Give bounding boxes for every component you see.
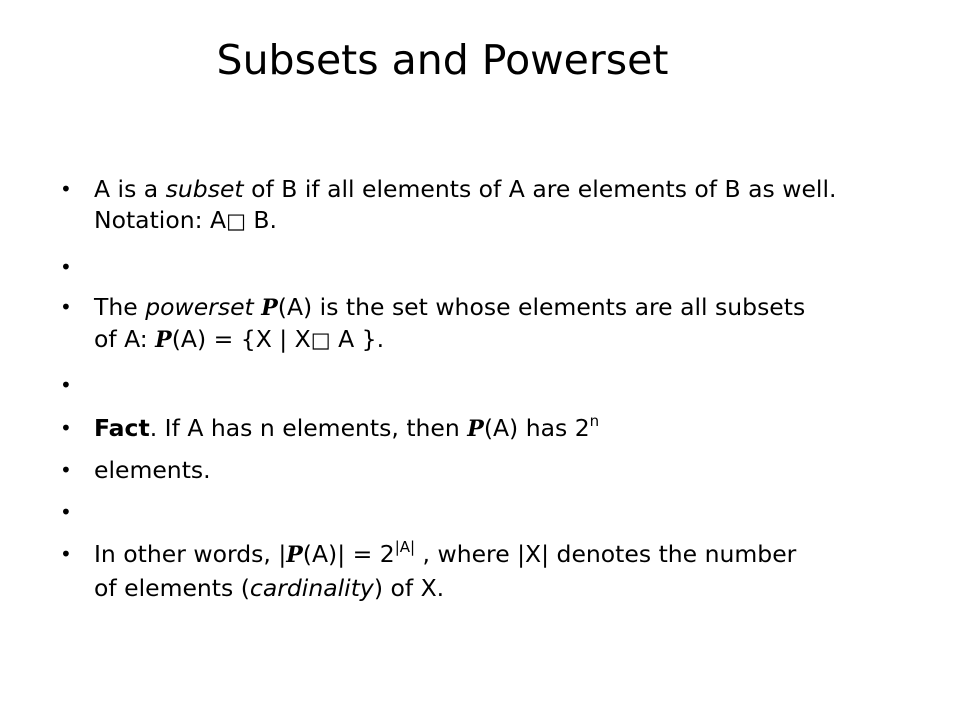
emphasis-subset: subset bbox=[165, 175, 244, 203]
slide-title: Subsets and Powerset bbox=[216, 36, 669, 84]
bullet-dot: • bbox=[60, 500, 72, 524]
bullet-dot: • bbox=[60, 255, 72, 279]
bullet-text bbox=[94, 539, 914, 604]
subset-symbol-icon: □ bbox=[310, 328, 331, 352]
bullet-dot: • bbox=[60, 373, 72, 397]
emphasis-powerset: powerset bbox=[145, 293, 254, 321]
bullet-text bbox=[94, 455, 914, 486]
text-run: The bbox=[94, 293, 146, 321]
text-run: (A) has 2 bbox=[483, 414, 590, 442]
text-run: (A) is the set whose elements are all subsets bbox=[277, 293, 806, 321]
bullet-text bbox=[94, 174, 914, 237]
powerset-symbol: P bbox=[286, 542, 303, 568]
exponent: n bbox=[589, 412, 600, 430]
text-run: , where |X| denotes the number bbox=[415, 540, 797, 568]
text-run: (A)| = 2 bbox=[302, 540, 395, 568]
text-run: Notation: A bbox=[94, 206, 227, 234]
text-run: B. bbox=[245, 206, 277, 234]
fact-label: Fact bbox=[94, 414, 150, 442]
text-run: of elements ( bbox=[94, 574, 250, 602]
text-run: . If A has n elements, then bbox=[149, 414, 468, 442]
text-line bbox=[94, 324, 914, 356]
powerset-symbol: P bbox=[155, 327, 172, 353]
bullet-dot: • bbox=[60, 416, 72, 440]
emphasis-cardinality: cardinality bbox=[249, 574, 374, 602]
text-run: In other words, | bbox=[94, 540, 287, 568]
bullet-dot: • bbox=[60, 458, 72, 482]
exponent: |A| bbox=[394, 538, 416, 556]
text-line bbox=[94, 292, 914, 324]
text-line bbox=[94, 573, 914, 604]
text-run: of A: bbox=[94, 325, 156, 353]
text-run: A }. bbox=[330, 325, 385, 353]
bullet-dot: • bbox=[60, 542, 72, 566]
bullet-text bbox=[94, 413, 914, 447]
bullet-text bbox=[94, 292, 914, 356]
text-run: ) of X. bbox=[373, 574, 445, 602]
bullet-dot: • bbox=[60, 177, 72, 201]
powerset-symbol: P bbox=[261, 295, 278, 321]
powerset-symbol: P bbox=[467, 416, 484, 442]
text-run: A is a bbox=[94, 175, 166, 203]
text-line bbox=[94, 174, 914, 205]
bullet-dot: • bbox=[60, 295, 72, 319]
text-line: elements. bbox=[94, 456, 211, 484]
subset-symbol-icon: □ bbox=[226, 209, 246, 233]
text-run: of B if all elements of A are elements of B as well. bbox=[243, 175, 837, 203]
text-line bbox=[94, 539, 914, 573]
text-line bbox=[94, 205, 914, 237]
text-run: (A) = {X | X bbox=[171, 325, 311, 353]
text-line bbox=[94, 413, 914, 447]
